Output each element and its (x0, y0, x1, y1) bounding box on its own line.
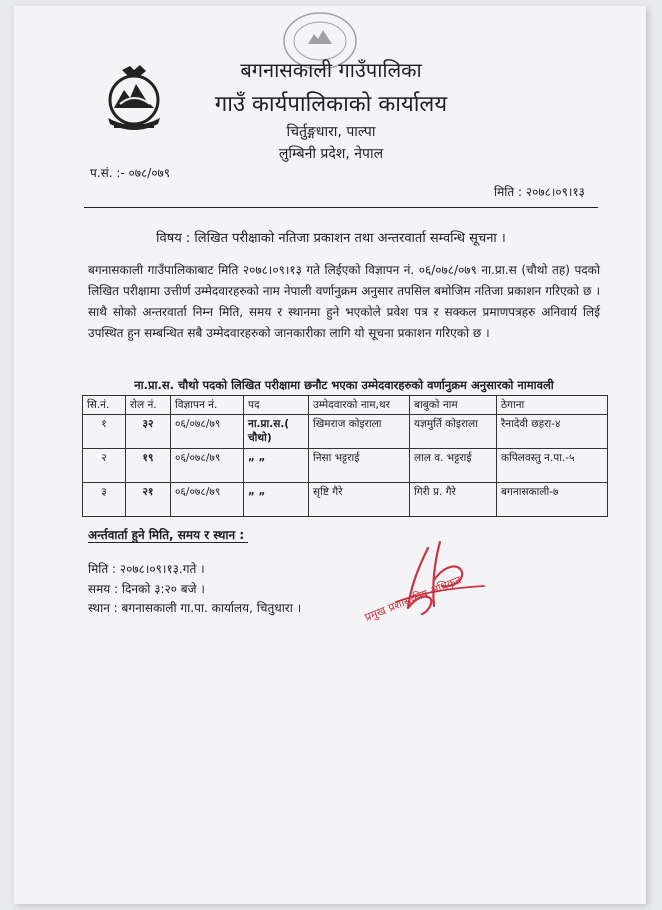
table-row (83, 415, 608, 449)
cell-sn: १ (83, 415, 126, 449)
cell-sn: ३ (83, 483, 126, 517)
table-row (83, 449, 608, 483)
col-header-roll: रोल नं. (126, 396, 171, 415)
cell-address: कपिलवस्तु न.पा.-५ (497, 449, 608, 483)
results-table (82, 395, 608, 517)
province-line: लुम्बिनी प्रदेश, नेपाल (278, 146, 384, 162)
col-header-post: पद (244, 396, 309, 415)
cell-advert: ०६/०७८/७९ (171, 415, 244, 449)
cell-advert: ०६/०७८/७९ (171, 483, 244, 517)
table-header-row (83, 396, 608, 415)
municipality-name: बगनासकाली गाउँपालिका (240, 58, 422, 82)
cell-candidate: खिमराज कोइराला (309, 415, 410, 449)
cell-roll: ३२ (126, 415, 171, 449)
cell-post: „ „ (244, 483, 309, 517)
interview-heading-underline (88, 542, 248, 543)
cell-roll: २१ (126, 483, 171, 517)
signature-caption: प्रमुख प्रशासकीय अधिकृत (362, 573, 464, 625)
cell-father: लाल व. भट्टराई (410, 449, 497, 483)
cell-address: रैनादेवी छहरा-४ (497, 415, 608, 449)
office-address: चिर्तुङ्गधारा, पाल्पा (286, 124, 376, 140)
header-divider (84, 207, 598, 208)
office-name: गाउँ कार्यपालिकाको कार्यालय (214, 92, 448, 117)
cell-roll: १९ (126, 449, 171, 483)
interview-time: समय : दिनको ३:२० बजे । (88, 582, 205, 596)
col-header-address: ठेगाना (497, 396, 608, 415)
col-header-candidate: उम्मेदवारको नाम,थर (309, 396, 410, 415)
table-caption: ना.प्रा.स. चौथो पदको लिखित परीक्षामा छनौट भएका उम्मेदवारहरुको वर्णानुक्रम अनुसारको नामावली (134, 378, 554, 392)
cell-candidate: सृष्टि गैरे (309, 483, 410, 517)
notice-date: मिति : २०७८।०९।१३ (494, 185, 585, 199)
col-header-advert: विज्ञापन नं. (171, 396, 244, 415)
cell-address: बगनासकाली-७ (497, 483, 608, 517)
cell-post: „ „ (244, 449, 309, 483)
notice-body-paragraph: बगनासकाली गाउँपालिकाबाट मिति २०७८।०९।१३ गते लिईएको विज्ञापन नं. ०६/०७८/०७९ ना.प्रा.स (चौथो तह) पदको लिखित परीक्षामा उत्तीर्ण उम्मेदवारहरुको नाम नेपाली वर्णानुक्रम अनुसार तपसिल बमोजिम नतिजा प्रकाशन गरिएको छ । साथै सोको अन्तरवार्ता निम्न मिति, समय र स्थानमा हुने भएकोले प्रवेश पत्र र सक्कल प्रमाणपत्रहरु अनिवार्य लिई उपस्थित हुन सम्बन्धित सबै उम्मेदवारहरुको जानकारीका लागि यो सूचना प्रकाशन गरिएको छ । (88, 263, 600, 340)
col-header-sn: सि.नं. (83, 396, 126, 415)
cell-sn: २ (83, 449, 126, 483)
reference-number: प.सं. :- ०७८/०७९ (90, 166, 171, 180)
interview-date: मिति : २०७८।०९।१३.गते । (88, 562, 205, 576)
cell-father: यज्ञमुर्ति कोइराला (410, 415, 497, 449)
cell-post: ना.प्रा.स.( चौथो) (244, 415, 309, 449)
notice-subject: विषय : लिखित परीक्षाको नतिजा प्रकाशन तथा अन्तरवार्ता सम्वन्धि सूचना । (156, 231, 506, 246)
interview-heading: अर्न्तवार्ता हुने मिति, समय र स्थान : (88, 528, 245, 542)
cell-advert: ०६/०७८/७९ (171, 449, 244, 483)
col-header-father: बाबुको नाम (410, 396, 497, 415)
cell-candidate: निसा भट्टराई (309, 449, 410, 483)
interview-place: स्थान : बगनासकाली गा.पा. कार्यालय, चितुधारा । (88, 601, 302, 615)
table-row (83, 483, 608, 517)
cell-father: गिरी प्र. गैरे (410, 483, 497, 517)
